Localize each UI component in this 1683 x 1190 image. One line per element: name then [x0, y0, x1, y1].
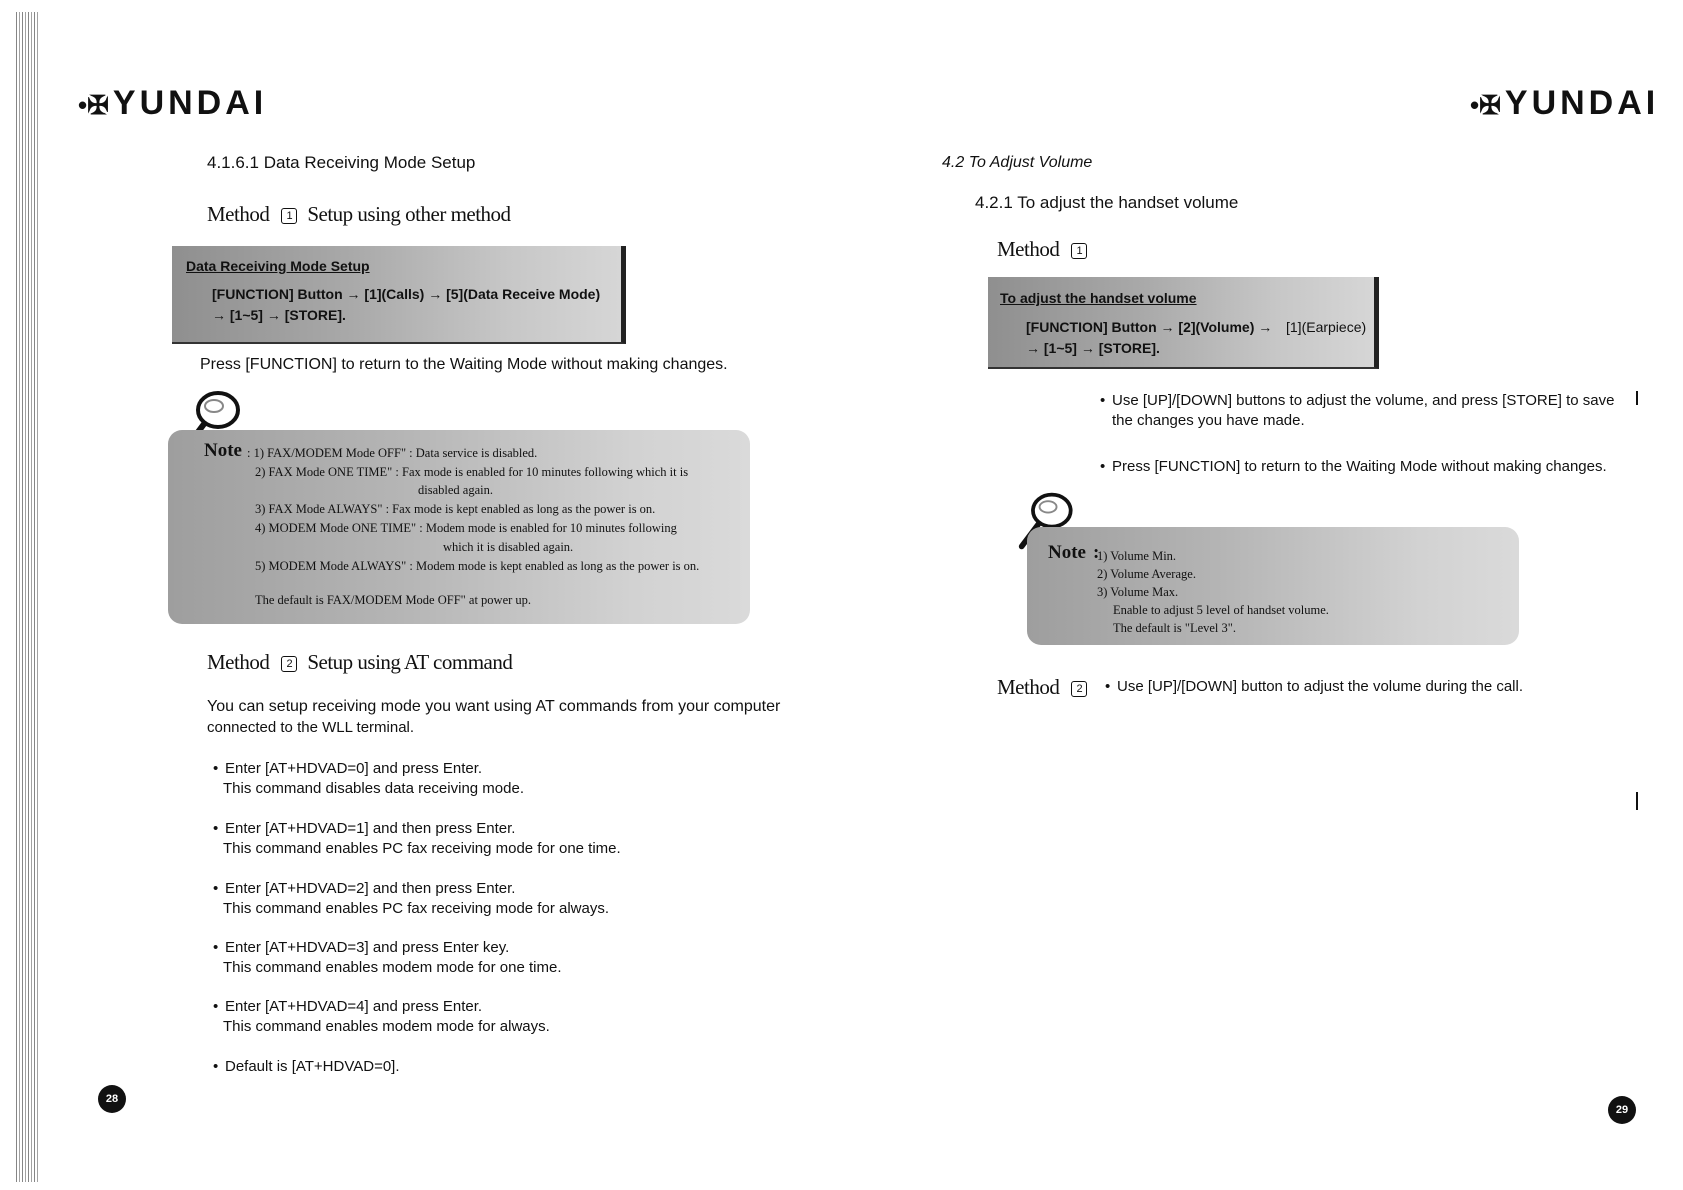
command-text: Enter [AT+HDVAD=2] and then press Enter. — [225, 880, 516, 897]
number-badge: 2 — [1071, 681, 1087, 697]
bullet-text: the changes you have made. — [1112, 412, 1305, 429]
command-text: Enter [AT+HDVAD=4] and press Enter. — [225, 998, 483, 1015]
default-command: • Default is [AT+HDVAD=0]. — [213, 1058, 400, 1075]
command-text: Enter [AT+HDVAD=0] and press Enter. — [225, 760, 483, 777]
procedure-line-1: [FUNCTION] Button → [2](Volume) → — [1026, 319, 1273, 335]
press-function-text: Press [FUNCTION] to return to the Waiting Mode without making changes. — [200, 356, 728, 373]
note-line: 1) Volume Min. — [1097, 549, 1177, 563]
hyundai-logo-right: •✠ YUNDAI — [1470, 84, 1660, 122]
margin-mark — [1636, 792, 1638, 810]
command-desc: This command disables data receiving mode. — [223, 780, 524, 797]
method-label: Method — [997, 237, 1060, 261]
note-label: Note — [1048, 542, 1086, 563]
method-1-heading — [207, 202, 511, 227]
note-line: 3) FAX Mode ALWAYS" : Fax mode is kept enabled as long as the power is on. — [255, 502, 656, 516]
note-box-left — [168, 430, 750, 624]
note-line: : 1) FAX/MODEM Mode OFF" : Data service is disabled. — [247, 446, 538, 460]
bullet-text: Use [UP]/[DOWN] button to adjust the volume during the call. — [1117, 678, 1524, 695]
command-desc: This command enables modem mode for one time. — [223, 959, 562, 976]
logo-text: YUNDAI — [112, 84, 268, 122]
method-label: Method — [207, 202, 270, 226]
bullet-text: Press [FUNCTION] to return to the Waiting Mode without making changes. — [1112, 458, 1607, 475]
command-text: Enter [AT+HDVAD=1] and then press Enter. — [225, 820, 516, 837]
note-line: 5) MODEM Mode ALWAYS" : Modem mode is kept enabled as long as the power is on. — [255, 559, 700, 573]
command-item: • Enter [AT+HDVAD=2] and then press Enter. This command enables PC fax receiving mode for always. — [213, 880, 610, 917]
logo-text: YUNDAI — [1504, 84, 1660, 122]
command-desc: This command enables PC fax receiving mode for one time. — [223, 840, 621, 857]
method-2-heading — [997, 675, 1097, 700]
section-title: 4.2 To Adjust Volume — [942, 154, 1093, 171]
command-desc: This command enables modem mode for always. — [223, 1018, 550, 1035]
procedure-line-2: → [1~5] → [STORE]. — [1026, 340, 1160, 356]
intro-line-2: connected to the WLL terminal. — [207, 719, 415, 736]
method-text: Setup using AT command — [307, 650, 513, 674]
note-line: which it is disabled again. — [443, 540, 574, 554]
note-line: The default is FAX/MODEM Mode OFF" at power up. — [255, 593, 532, 607]
number-badge: 2 — [281, 656, 297, 672]
note-line: The default is "Level 3". — [1113, 621, 1237, 635]
command-text: Enter [AT+HDVAD=3] and press Enter key. — [225, 939, 510, 956]
section-title: 4.1.6.1 Data Receiving Mode Setup — [207, 153, 476, 172]
method-label: Method — [207, 650, 270, 674]
bullet-item: • Use [UP]/[DOWN] buttons to adjust the volume, and press [STORE] to save the changes you have made. — [1100, 392, 1615, 429]
number-badge: 1 — [281, 208, 297, 224]
note-line: 2) Volume Average. — [1097, 567, 1196, 581]
margin-mark — [1636, 391, 1638, 405]
note-colon: : — [1093, 542, 1100, 563]
note-line: 2) FAX Mode ONE TIME" : Fax mode is enabled for 10 minutes following which it is — [255, 465, 689, 479]
method-2-bullet: • Use [UP]/[DOWN] button to adjust the volume during the call. — [1105, 678, 1524, 695]
note-label: Note — [204, 440, 242, 461]
procedure-line-2: → [1~5] → [STORE]. — [212, 307, 346, 323]
command-item: • Enter [AT+HDVAD=1] and then press Enter. This command enables PC fax receiving mode for one time. — [213, 820, 621, 857]
default-command-text: Default is [AT+HDVAD=0]. — [225, 1058, 400, 1075]
procedure-line-1b: [1](Earpiece) — [1286, 319, 1367, 335]
number-badge: 1 — [1071, 243, 1087, 259]
method-2-heading — [207, 650, 512, 675]
subsection-title: 4.2.1 To adjust the handset volume — [975, 193, 1239, 212]
intro-line-1: You can setup receiving mode you want using AT commands from your computer — [207, 698, 781, 715]
procedure-title: To adjust the handset volume — [1000, 290, 1197, 306]
note-line: 3) Volume Max. — [1097, 585, 1179, 599]
method-text: Setup using other method — [307, 202, 511, 226]
note-line: 4) MODEM Mode ONE TIME" : Modem mode is enabled for 10 minutes following — [255, 521, 677, 535]
note-line: Enable to adjust 5 level of handset volume. — [1113, 603, 1329, 617]
hyundai-logo-left: •✠ YUNDAI — [78, 84, 268, 122]
command-item: • Enter [AT+HDVAD=0] and press Enter. This command disables data receiving mode. — [213, 760, 524, 797]
command-item: • Enter [AT+HDVAD=4] and press Enter. This command enables modem mode for always. — [213, 998, 550, 1035]
method-1-heading — [997, 237, 1097, 262]
page-number-right: 29 — [1608, 1096, 1636, 1124]
note-box-right — [1027, 527, 1519, 645]
procedure-line-1: [FUNCTION] Button → [1](Calls) → [5](Data Receive Mode) — [212, 286, 601, 302]
method-label: Method — [997, 675, 1060, 699]
command-desc: This command enables PC fax receiving mode for always. — [223, 900, 610, 917]
page-number-left: 28 — [98, 1085, 126, 1113]
procedure-box — [172, 246, 626, 344]
procedure-box — [988, 277, 1379, 369]
command-item: • Enter [AT+HDVAD=3] and press Enter key. This command enables modem mode for one time. — [213, 939, 562, 976]
bullet-item: • Press [FUNCTION] to return to the Waiting Mode without making changes. — [1100, 458, 1607, 475]
procedure-title: Data Receiving Mode Setup — [186, 258, 370, 274]
bullet-text: Use [UP]/[DOWN] buttons to adjust the volume, and press [STORE] to save — [1112, 392, 1615, 409]
note-line: disabled again. — [418, 483, 493, 497]
binding-edge — [16, 12, 38, 1182]
